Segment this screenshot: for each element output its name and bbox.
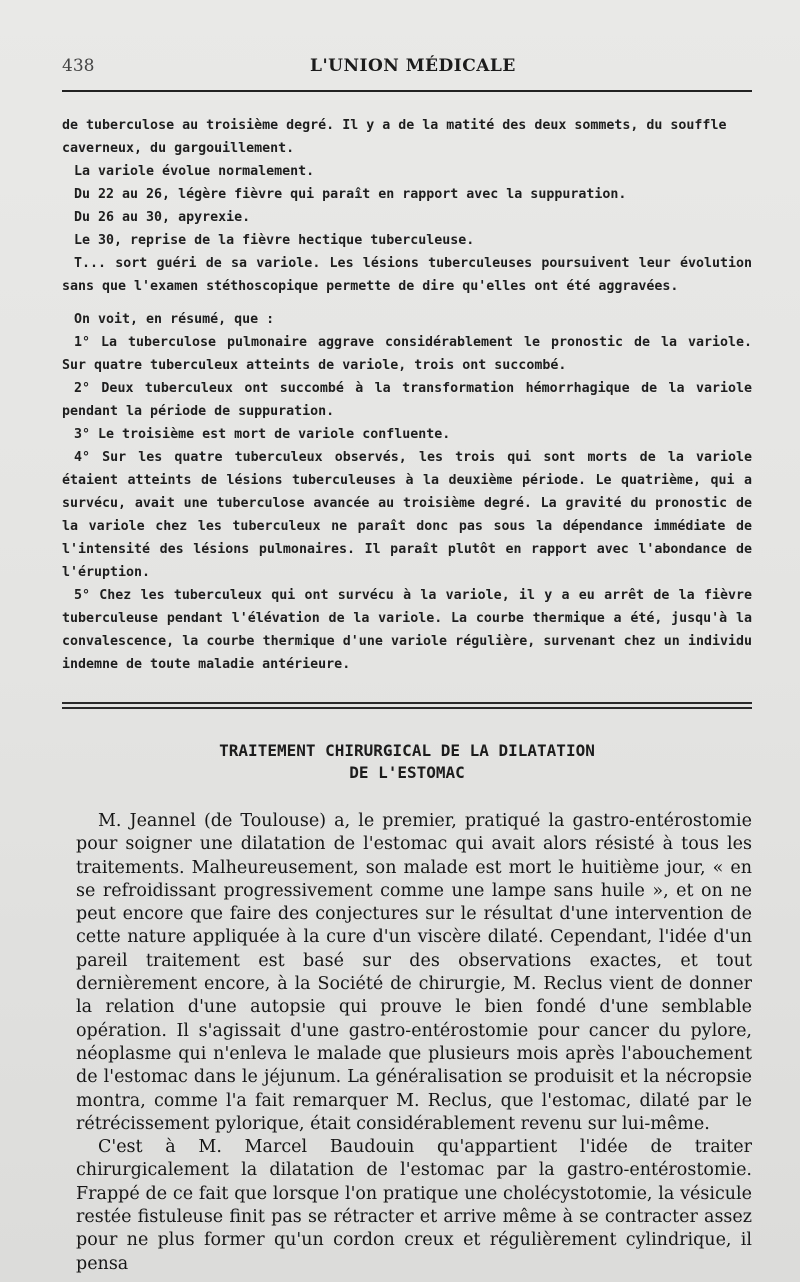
section-divider [62, 707, 752, 709]
summary-item: 2° Deux tuberculeux ont succombé à la transformation hémorrhagique de la variole pendant la période de suppuration. [62, 381, 752, 419]
section-divider [62, 702, 752, 704]
section-title [62, 740, 752, 784]
page-number: 438 [62, 56, 95, 76]
observation-paragraph: de tuberculose au troisième degré. Il y a de la matité des deux sommets, du souffle caverneux, du gargouillement. [62, 118, 727, 156]
journal-title: L'UNION MÉDICALE [310, 56, 516, 76]
observation-paragraph: Du 26 au 30, apyrexie. [74, 210, 251, 225]
observation-paragraph: Le 30, reprise de la fièvre hectique tuberculeuse. [74, 233, 475, 248]
section-title-line: DE L'ESTOMAC [349, 763, 465, 782]
observation-paragraph: T... sort guéri de sa variole. Les lésions tuberculeuses poursuivent leur évolution sans que l'examen stéthoscopique permette de dire qu'elles ont été aggravées. [62, 256, 752, 294]
article-paragraph: C'est à M. Marcel Baudouin qu'appartient l'idée de traiter chirurgicalement la dilatation de l'estomac par la gastro-entérostomie. Frappé de ce fait que lorsque l'on pratique une cholécystotomie, la vésicule restée fistuleuse finit pas se rétracter et arrive même à se contracter assez pour ne plus former qu'un cordon creux et régulièrement cylindrique, il pensa [76, 1137, 752, 1274]
observation-block [62, 114, 752, 676]
summary-item: 4° Sur les quatre tuberculeux observés, les trois qui sont morts de la variole étaient atteints de lésions tuberculeuses à la deuxième période. Le quatrième, qui a survécu, avait une tuberculose avancée au troisième degré. La gravité du pronostic de la variole chez les tuberculeux ne paraît donc pas sous la dépendance immédiate de l'intensité des lésions pulmonaires. Il paraît plutôt en rapport avec l'abondance de l'éruption. [62, 450, 752, 580]
summary-item: 3° Le troisième est mort de variole confluente. [74, 427, 451, 442]
observation-paragraph: La variole évolue normalement. [74, 164, 315, 179]
section-title-line: TRAITEMENT CHIRURGICAL DE LA DILATATION [219, 741, 595, 760]
summary-intro: On voit, en résumé, que : [74, 312, 275, 327]
observation-paragraph: Du 22 au 26, légère fièvre qui paraît en rapport avec la suppuration. [74, 187, 627, 202]
header-rule [62, 90, 752, 92]
summary-item: 1° La tuberculose pulmonaire aggrave considérablement le pronostic de la variole. Sur quatre tuberculeux atteints de variole, trois ont succombé. [62, 335, 752, 373]
article-body [76, 810, 752, 1276]
summary-item: 5° Chez les tuberculeux qui ont survécu à la variole, il y a eu arrêt de la fièvre tuberculeuse pendant l'élévation de la variole. La courbe thermique a été, jusqu'à la convalescence, la courbe thermique d'une variole régulière, survenant chez un individu indemne de toute maladie antérieure. [62, 588, 752, 672]
running-header [62, 52, 752, 82]
article-paragraph: M. Jeannel (de Toulouse) a, le premier, pratiqué la gastro-entérostomie pour soigner une dilatation de l'estomac qui avait alors résisté à tous les traitements. Malheureusement, son malade est mort le huitième jour, « en se refroidissant progressivement comme une lampe sans huile », et on ne peut encore que faire des conjectures sur le résultat d'une intervention de cette nature appliquée à la cure d'un viscère dilaté. Cependant, l'idée d'un pareil traitement est basé sur des observations exactes, et tout dernièrement encore, à la Société de chirurgie, M. Reclus vient de donner la relation d'une autopsie qui prouve le bien fondé d'une semblable opération. Il s'agissait d'une gastro-entérostomie pour cancer du pylore, néoplasme qui n'enleva le malade que plusieurs mois après l'abouchement de l'estomac dans le jéjunum. La généralisation se produisit et la nécropsie montra, comme l'a fait remarquer M. Reclus, que l'estomac, dilaté par le rétrécissement pylorique, était considérablement revenu sur lui-même. [76, 811, 752, 1134]
